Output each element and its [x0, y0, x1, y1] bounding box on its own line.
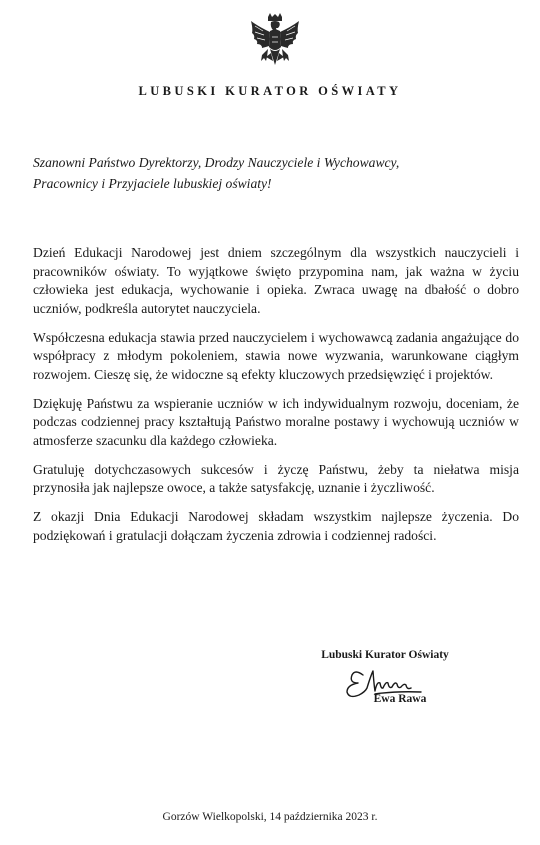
- body-paragraph: Współczesna edukacja stawia przed nauczycielem i wychowawcą zadania angażujące do współpracy z młodym pokoleniem, stawia nowe wyzwania, warunkowane ciągłym rozwojem. Cieszę się, że widoczne są efekty kluczowych przedsięwzięć i projektów.: [33, 329, 519, 382]
- body-paragraph: Z okazji Dnia Edukacji Narodowej składam wszystkim najlepsze życzenia. Do podziękowań i gratulacji dołączam życzenia zdrowia i codziennej radości.: [33, 509, 519, 543]
- body-paragraph: Gratuluję dotychczasowych sukcesów i życzę Państwu, żeby ta niełatwa misja przynosiła jak najlepsze owoce, a także satysfakcję, uznanie i życzliwość.: [33, 461, 519, 495]
- place-and-date: Gorzów Wielkopolski, 14 października 2023 r.: [162, 811, 378, 823]
- polish-eagle-emblem-icon: [249, 13, 301, 75]
- greeting: [33, 152, 513, 194]
- greeting-line: Pracownicy i Przyjaciele lubuskiej oświaty!: [33, 176, 272, 191]
- greeting-line: Szanowni Państwo Dyrektorzy, Drodzy Nauczyciele i Wychowawcy,: [33, 155, 400, 170]
- letter-body: [33, 244, 519, 556]
- signatory-name: Ewa Rawa: [373, 693, 427, 705]
- body-paragraph: Dzień Edukacji Narodowej jest dniem szczególnym dla wszystkich nauczycieli i pracowników oświaty. To wyjątkowe święto przypomina nam, jak ważna w życiu człowieka jest edukacja, wychowanie i opieka. Zwraca uwagę na dbałość o dobro uczniów, podkreśla autorytet nauczyciela.: [33, 245, 519, 316]
- institution-title: LUBUSKI KURATOR OŚWIATY: [138, 84, 402, 98]
- signature-title: Lubuski Kurator Oświaty: [321, 649, 449, 661]
- signature-block: [300, 649, 470, 705]
- body-paragraph: Dziękuję Państwu za wspieranie uczniów w ich indywidualnym rozwoju, doceniam, że podczas codziennej pracy kształtują Państwo moralne postawy i wychowują uczniów w atmosferze szacunku dla każdego człowieka.: [33, 395, 519, 448]
